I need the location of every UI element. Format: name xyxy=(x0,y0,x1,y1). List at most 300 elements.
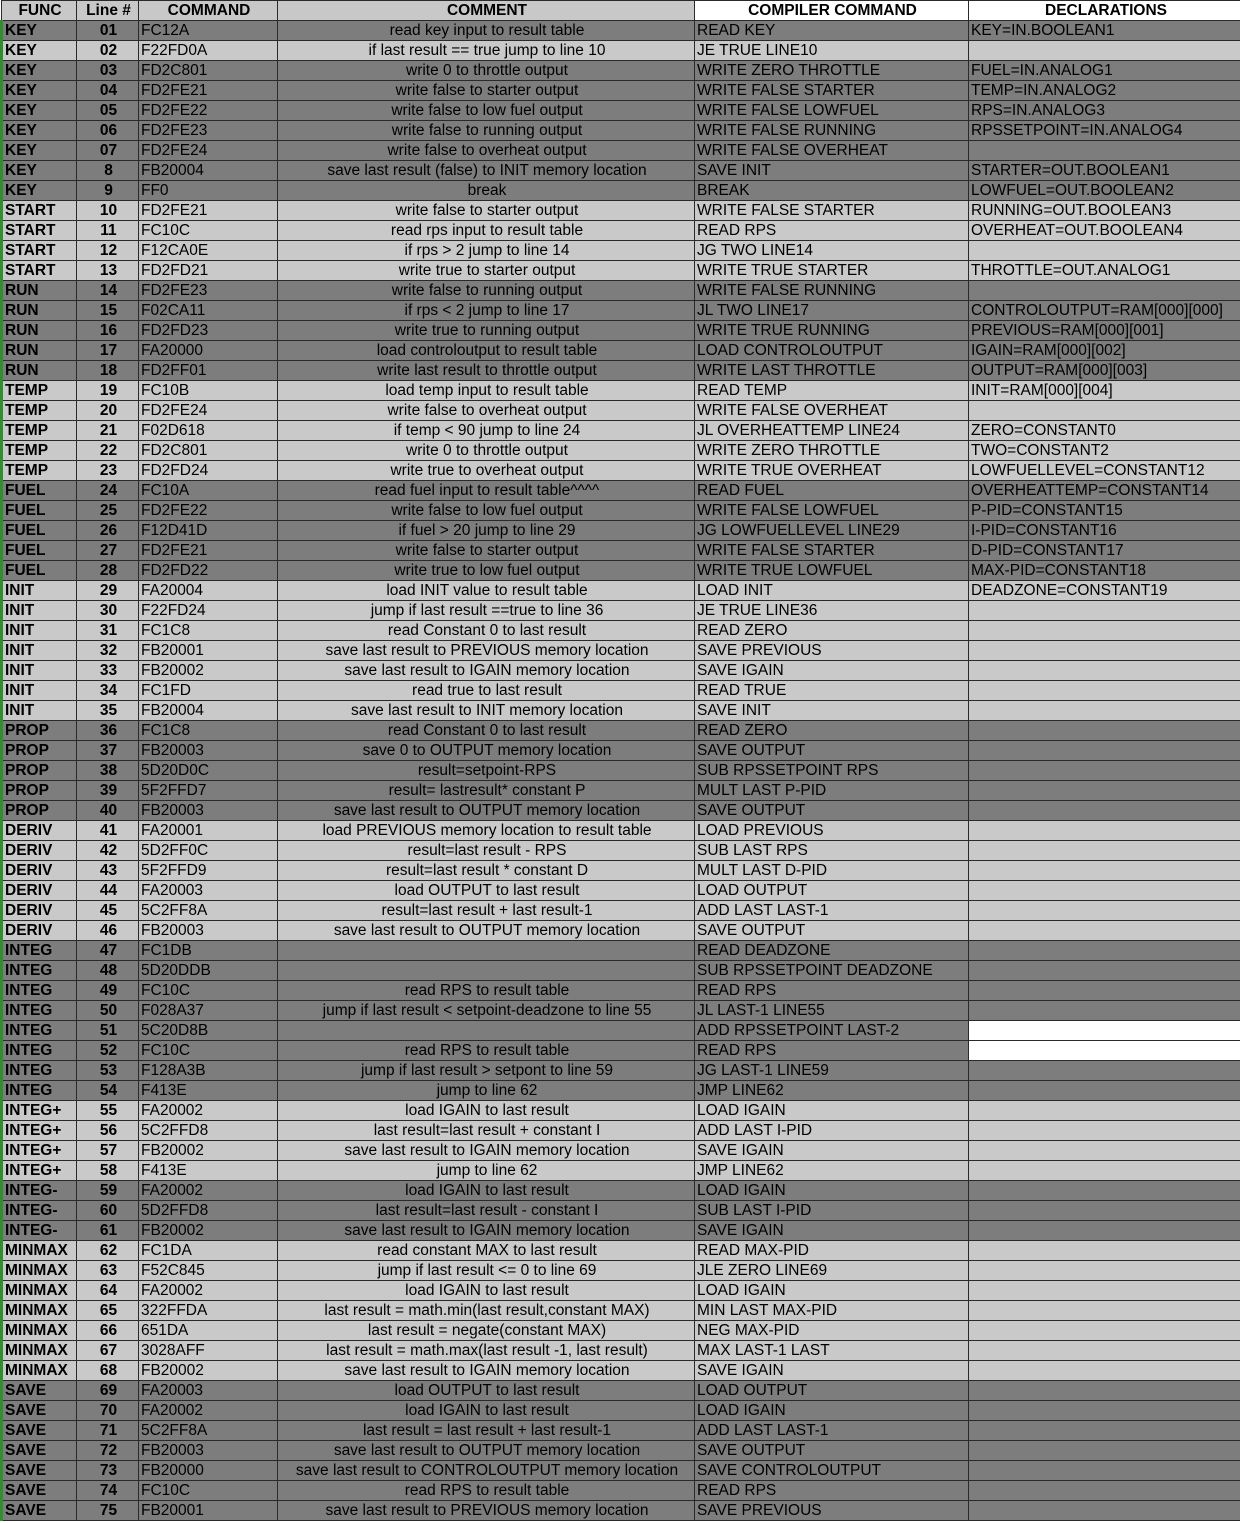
cell-declaration[interactable] xyxy=(969,781,1240,801)
cell-line-number[interactable]: 52 xyxy=(77,1041,139,1061)
cell-compiler-command[interactable]: LOAD CONTROLOUTPUT xyxy=(695,341,969,361)
cell-comment[interactable]: last result = last result + last result-1 xyxy=(278,1421,695,1441)
cell-line-number[interactable]: 33 xyxy=(77,661,139,681)
cell-func[interactable]: INTEG- xyxy=(2,1221,77,1241)
cell-func[interactable]: RUN xyxy=(2,341,77,361)
cell-line-number[interactable]: 34 xyxy=(77,681,139,701)
cell-compiler-command[interactable]: JL OVERHEATTEMP LINE24 xyxy=(695,421,969,441)
cell-func[interactable]: INTEG+ xyxy=(2,1161,77,1181)
cell-compiler-command[interactable]: READ FUEL xyxy=(695,481,969,501)
cell-compiler-command[interactable]: WRITE FALSE STARTER xyxy=(695,81,969,101)
cell-command[interactable]: FD2FE21 xyxy=(139,81,278,101)
cell-func[interactable]: MINMAX xyxy=(2,1321,77,1341)
cell-comment[interactable]: read RPS to result table xyxy=(278,1041,695,1061)
cell-compiler-command[interactable]: WRITE FALSE OVERHEAT xyxy=(695,141,969,161)
cell-func[interactable]: START xyxy=(2,261,77,281)
cell-line-number[interactable]: 44 xyxy=(77,881,139,901)
cell-command[interactable]: 5D20D0C xyxy=(139,761,278,781)
cell-func[interactable]: INIT xyxy=(2,681,77,701)
cell-line-number[interactable]: 41 xyxy=(77,821,139,841)
cell-compiler-command[interactable]: WRITE TRUE STARTER xyxy=(695,261,969,281)
cell-comment[interactable]: jump if last result < setpoint-deadzone to line 55 xyxy=(278,1001,695,1021)
cell-compiler-command[interactable]: READ RPS xyxy=(695,981,969,1001)
cell-func[interactable]: KEY xyxy=(2,181,77,201)
cell-command[interactable]: FD2FE24 xyxy=(139,141,278,161)
cell-comment[interactable]: load OUTPUT to last result xyxy=(278,881,695,901)
cell-line-number[interactable]: 13 xyxy=(77,261,139,281)
cell-comment[interactable]: last result = math.min(last result,constant MAX) xyxy=(278,1301,695,1321)
cell-compiler-command[interactable]: LOAD OUTPUT xyxy=(695,881,969,901)
cell-func[interactable]: SAVE xyxy=(2,1421,77,1441)
cell-line-number[interactable]: 58 xyxy=(77,1161,139,1181)
cell-comment[interactable] xyxy=(278,941,695,961)
cell-line-number[interactable]: 8 xyxy=(77,161,139,181)
cell-comment[interactable]: read key input to result table xyxy=(278,21,695,41)
cell-compiler-command[interactable]: LOAD IGAIN xyxy=(695,1181,969,1201)
cell-comment[interactable]: result=last result - RPS xyxy=(278,841,695,861)
cell-declaration[interactable] xyxy=(969,1341,1240,1361)
cell-declaration[interactable] xyxy=(969,1361,1240,1381)
cell-line-number[interactable]: 72 xyxy=(77,1441,139,1461)
cell-command[interactable]: FB20002 xyxy=(139,661,278,681)
cell-comment[interactable] xyxy=(278,1021,695,1041)
header-line-number[interactable]: Line # xyxy=(77,1,139,21)
cell-comment[interactable]: read constant MAX to last result xyxy=(278,1241,695,1261)
cell-func[interactable]: MINMAX xyxy=(2,1241,77,1261)
cell-declaration[interactable]: STARTER=OUT.BOOLEAN1 xyxy=(969,161,1240,181)
cell-compiler-command[interactable]: READ TEMP xyxy=(695,381,969,401)
cell-declaration[interactable] xyxy=(969,841,1240,861)
cell-line-number[interactable]: 20 xyxy=(77,401,139,421)
cell-declaration[interactable] xyxy=(969,141,1240,161)
cell-command[interactable]: FB20002 xyxy=(139,1361,278,1381)
cell-func[interactable]: MINMAX xyxy=(2,1261,77,1281)
cell-command[interactable]: FB20003 xyxy=(139,921,278,941)
cell-command[interactable]: F52C845 xyxy=(139,1261,278,1281)
cell-line-number[interactable]: 45 xyxy=(77,901,139,921)
cell-comment[interactable]: result=last result * constant D xyxy=(278,861,695,881)
cell-compiler-command[interactable]: JG LOWFUELLEVEL LINE29 xyxy=(695,521,969,541)
cell-command[interactable]: FD2FD24 xyxy=(139,461,278,481)
cell-line-number[interactable]: 12 xyxy=(77,241,139,261)
cell-declaration[interactable] xyxy=(969,1381,1240,1401)
cell-declaration[interactable] xyxy=(969,941,1240,961)
cell-func[interactable]: RUN xyxy=(2,301,77,321)
cell-comment[interactable]: save last result to INIT memory location xyxy=(278,701,695,721)
cell-declaration[interactable] xyxy=(969,1141,1240,1161)
cell-declaration[interactable] xyxy=(969,801,1240,821)
cell-line-number[interactable]: 03 xyxy=(77,61,139,81)
cell-comment[interactable]: load IGAIN to last result xyxy=(278,1101,695,1121)
cell-declaration[interactable]: RPS=IN.ANALOG3 xyxy=(969,101,1240,121)
cell-func[interactable]: DERIV xyxy=(2,901,77,921)
cell-declaration[interactable] xyxy=(969,881,1240,901)
cell-func[interactable]: START xyxy=(2,241,77,261)
cell-comment[interactable]: write true to overheat output xyxy=(278,461,695,481)
cell-func[interactable]: KEY xyxy=(2,121,77,141)
cell-func[interactable]: INTEG+ xyxy=(2,1101,77,1121)
cell-line-number[interactable]: 67 xyxy=(77,1341,139,1361)
cell-declaration[interactable] xyxy=(969,1181,1240,1201)
cell-comment[interactable]: write false to running output xyxy=(278,281,695,301)
cell-compiler-command[interactable]: READ ZERO xyxy=(695,721,969,741)
cell-comment[interactable]: write false to starter output xyxy=(278,201,695,221)
cell-declaration[interactable]: P-PID=CONSTANT15 xyxy=(969,501,1240,521)
cell-compiler-command[interactable]: SAVE OUTPUT xyxy=(695,1441,969,1461)
cell-command[interactable]: FB20002 xyxy=(139,1221,278,1241)
cell-command[interactable]: 5D20DDB xyxy=(139,961,278,981)
cell-compiler-command[interactable]: LOAD IGAIN xyxy=(695,1401,969,1421)
cell-command[interactable]: FA20000 xyxy=(139,341,278,361)
cell-compiler-command[interactable]: SAVE PREVIOUS xyxy=(695,641,969,661)
cell-comment[interactable]: write false to low fuel output xyxy=(278,501,695,521)
cell-func[interactable]: KEY xyxy=(2,141,77,161)
cell-command[interactable]: FA20002 xyxy=(139,1281,278,1301)
cell-func[interactable]: FUEL xyxy=(2,521,77,541)
cell-line-number[interactable]: 36 xyxy=(77,721,139,741)
cell-comment[interactable]: save last result to PREVIOUS memory location xyxy=(278,641,695,661)
cell-line-number[interactable]: 18 xyxy=(77,361,139,381)
cell-func[interactable]: INTEG- xyxy=(2,1201,77,1221)
cell-compiler-command[interactable]: ADD RPSSETPOINT LAST-2 xyxy=(695,1021,969,1041)
cell-declaration[interactable] xyxy=(969,661,1240,681)
cell-command[interactable]: FD2FE22 xyxy=(139,101,278,121)
cell-line-number[interactable]: 56 xyxy=(77,1121,139,1141)
cell-line-number[interactable]: 05 xyxy=(77,101,139,121)
cell-comment[interactable]: read true to last result xyxy=(278,681,695,701)
cell-declaration[interactable] xyxy=(969,601,1240,621)
cell-compiler-command[interactable]: LOAD INIT xyxy=(695,581,969,601)
cell-declaration[interactable]: RUNNING=OUT.BOOLEAN3 xyxy=(969,201,1240,221)
cell-command[interactable]: 5C20D8B xyxy=(139,1021,278,1041)
cell-comment[interactable]: write last result to throttle output xyxy=(278,361,695,381)
cell-func[interactable]: PROP xyxy=(2,721,77,741)
cell-line-number[interactable]: 27 xyxy=(77,541,139,561)
cell-compiler-command[interactable]: WRITE FALSE LOWFUEL xyxy=(695,101,969,121)
cell-comment[interactable]: save 0 to OUTPUT memory location xyxy=(278,741,695,761)
cell-command[interactable]: FC1C8 xyxy=(139,621,278,641)
cell-declaration[interactable] xyxy=(969,241,1240,261)
cell-command[interactable]: F413E xyxy=(139,1081,278,1101)
cell-command[interactable]: FC1DA xyxy=(139,1241,278,1261)
cell-func[interactable]: PROP xyxy=(2,801,77,821)
cell-comment[interactable]: read RPS to result table xyxy=(278,981,695,1001)
cell-command[interactable]: FD2FD21 xyxy=(139,261,278,281)
cell-comment[interactable]: write true to starter output xyxy=(278,261,695,281)
cell-comment[interactable]: if fuel > 20 jump to line 29 xyxy=(278,521,695,541)
cell-line-number[interactable]: 40 xyxy=(77,801,139,821)
cell-line-number[interactable]: 74 xyxy=(77,1481,139,1501)
cell-func[interactable]: INTEG xyxy=(2,981,77,1001)
cell-compiler-command[interactable]: SAVE OUTPUT xyxy=(695,801,969,821)
cell-comment[interactable]: save last result (false) to INIT memory location xyxy=(278,161,695,181)
cell-compiler-command[interactable]: BREAK xyxy=(695,181,969,201)
cell-command[interactable]: FA20003 xyxy=(139,881,278,901)
cell-command[interactable]: 5F2FFD7 xyxy=(139,781,278,801)
cell-compiler-command[interactable]: ADD LAST LAST-1 xyxy=(695,901,969,921)
cell-line-number[interactable]: 62 xyxy=(77,1241,139,1261)
cell-comment[interactable]: load IGAIN to last result xyxy=(278,1181,695,1201)
cell-func[interactable]: DERIV xyxy=(2,821,77,841)
cell-command[interactable]: FC10C xyxy=(139,1041,278,1061)
cell-comment[interactable]: write false to low fuel output xyxy=(278,101,695,121)
cell-declaration[interactable]: CONTROLOUTPUT=RAM[000][000] xyxy=(969,301,1240,321)
cell-declaration[interactable] xyxy=(969,281,1240,301)
cell-comment[interactable]: jump if last result > setpont to line 59 xyxy=(278,1061,695,1081)
cell-command[interactable]: 322FFDA xyxy=(139,1301,278,1321)
cell-declaration[interactable]: THROTTLE=OUT.ANALOG1 xyxy=(969,261,1240,281)
cell-line-number[interactable]: 15 xyxy=(77,301,139,321)
cell-line-number[interactable]: 14 xyxy=(77,281,139,301)
cell-declaration[interactable] xyxy=(969,401,1240,421)
cell-func[interactable]: TEMP xyxy=(2,461,77,481)
cell-command[interactable]: F028A37 xyxy=(139,1001,278,1021)
cell-comment[interactable]: save last result to OUTPUT memory location xyxy=(278,1441,695,1461)
cell-compiler-command[interactable]: SAVE IGAIN xyxy=(695,1141,969,1161)
cell-declaration[interactable] xyxy=(969,1481,1240,1501)
cell-command[interactable]: FA20004 xyxy=(139,581,278,601)
cell-declaration[interactable] xyxy=(969,1081,1240,1101)
cell-line-number[interactable]: 47 xyxy=(77,941,139,961)
cell-command[interactable]: F22FD0A xyxy=(139,41,278,61)
cell-comment[interactable]: load IGAIN to last result xyxy=(278,1401,695,1421)
cell-line-number[interactable]: 57 xyxy=(77,1141,139,1161)
cell-line-number[interactable]: 49 xyxy=(77,981,139,1001)
cell-func[interactable]: PROP xyxy=(2,761,77,781)
cell-compiler-command[interactable]: SAVE INIT xyxy=(695,161,969,181)
cell-command[interactable]: 3028AFF xyxy=(139,1341,278,1361)
cell-command[interactable]: 5F2FFD9 xyxy=(139,861,278,881)
cell-declaration[interactable]: ZERO=CONSTANT0 xyxy=(969,421,1240,441)
cell-compiler-command[interactable]: READ RPS xyxy=(695,1481,969,1501)
cell-declaration[interactable] xyxy=(969,821,1240,841)
cell-func[interactable]: RUN xyxy=(2,281,77,301)
cell-func[interactable]: MINMAX xyxy=(2,1341,77,1361)
cell-comment[interactable] xyxy=(278,961,695,981)
cell-line-number[interactable]: 01 xyxy=(77,21,139,41)
cell-comment[interactable]: load controloutput to result table xyxy=(278,341,695,361)
cell-line-number[interactable]: 21 xyxy=(77,421,139,441)
cell-func[interactable]: KEY xyxy=(2,101,77,121)
cell-func[interactable]: INTEG- xyxy=(2,1181,77,1201)
cell-compiler-command[interactable]: MULT LAST P-PID xyxy=(695,781,969,801)
cell-compiler-command[interactable]: READ ZERO xyxy=(695,621,969,641)
cell-compiler-command[interactable]: LOAD PREVIOUS xyxy=(695,821,969,841)
cell-func[interactable]: RUN xyxy=(2,361,77,381)
cell-compiler-command[interactable]: READ DEADZONE xyxy=(695,941,969,961)
cell-declaration[interactable]: TWO=CONSTANT2 xyxy=(969,441,1240,461)
cell-declaration[interactable]: LOWFUEL=OUT.BOOLEAN2 xyxy=(969,181,1240,201)
cell-compiler-command[interactable]: JG TWO LINE14 xyxy=(695,241,969,261)
cell-func[interactable]: FUEL xyxy=(2,561,77,581)
cell-func[interactable]: DERIV xyxy=(2,861,77,881)
cell-func[interactable]: DERIV xyxy=(2,881,77,901)
cell-line-number[interactable]: 25 xyxy=(77,501,139,521)
cell-command[interactable]: FC1DB xyxy=(139,941,278,961)
cell-comment[interactable]: last result=last result + constant I xyxy=(278,1121,695,1141)
cell-declaration[interactable] xyxy=(969,761,1240,781)
cell-line-number[interactable]: 42 xyxy=(77,841,139,861)
cell-compiler-command[interactable]: SUB RPSSETPOINT DEADZONE xyxy=(695,961,969,981)
cell-line-number[interactable]: 38 xyxy=(77,761,139,781)
cell-comment[interactable]: write true to low fuel output xyxy=(278,561,695,581)
cell-compiler-command[interactable]: WRITE TRUE RUNNING xyxy=(695,321,969,341)
cell-line-number[interactable]: 11 xyxy=(77,221,139,241)
cell-func[interactable]: FUEL xyxy=(2,481,77,501)
cell-line-number[interactable]: 75 xyxy=(77,1501,139,1521)
cell-declaration[interactable]: IGAIN=RAM[000][002] xyxy=(969,341,1240,361)
cell-func[interactable]: MINMAX xyxy=(2,1361,77,1381)
cell-command[interactable]: FB20002 xyxy=(139,1141,278,1161)
cell-func[interactable]: INIT xyxy=(2,601,77,621)
cell-declaration[interactable] xyxy=(969,741,1240,761)
cell-func[interactable]: SAVE xyxy=(2,1381,77,1401)
cell-func[interactable]: KEY xyxy=(2,81,77,101)
cell-compiler-command[interactable]: MAX LAST-1 LAST xyxy=(695,1341,969,1361)
cell-comment[interactable]: jump to line 62 xyxy=(278,1161,695,1181)
cell-func[interactable]: INIT xyxy=(2,661,77,681)
cell-compiler-command[interactable]: JL TWO LINE17 xyxy=(695,301,969,321)
cell-comment[interactable]: result=setpoint-RPS xyxy=(278,761,695,781)
cell-declaration[interactable]: LOWFUELLEVEL=CONSTANT12 xyxy=(969,461,1240,481)
cell-compiler-command[interactable]: JG LAST-1 LINE59 xyxy=(695,1061,969,1081)
cell-command[interactable]: 5D2FF0C xyxy=(139,841,278,861)
cell-compiler-command[interactable]: SUB LAST RPS xyxy=(695,841,969,861)
cell-command[interactable]: FB20001 xyxy=(139,1501,278,1521)
cell-declaration[interactable] xyxy=(969,921,1240,941)
cell-compiler-command[interactable]: JLE ZERO LINE69 xyxy=(695,1261,969,1281)
cell-line-number[interactable]: 51 xyxy=(77,1021,139,1041)
cell-line-number[interactable]: 61 xyxy=(77,1221,139,1241)
cell-declaration[interactable] xyxy=(969,1041,1240,1061)
cell-command[interactable]: FA20001 xyxy=(139,821,278,841)
cell-compiler-command[interactable]: JMP LINE62 xyxy=(695,1161,969,1181)
cell-func[interactable]: INIT xyxy=(2,701,77,721)
cell-comment[interactable]: read RPS to result table xyxy=(278,1481,695,1501)
cell-compiler-command[interactable]: WRITE TRUE OVERHEAT xyxy=(695,461,969,481)
cell-func[interactable]: RUN xyxy=(2,321,77,341)
cell-line-number[interactable]: 59 xyxy=(77,1181,139,1201)
cell-func[interactable]: DERIV xyxy=(2,841,77,861)
cell-line-number[interactable]: 26 xyxy=(77,521,139,541)
cell-line-number[interactable]: 23 xyxy=(77,461,139,481)
cell-comment[interactable]: read Constant 0 to last result xyxy=(278,621,695,641)
cell-command[interactable]: FD2FF01 xyxy=(139,361,278,381)
cell-compiler-command[interactable]: WRITE FALSE OVERHEAT xyxy=(695,401,969,421)
cell-declaration[interactable] xyxy=(969,901,1240,921)
cell-line-number[interactable]: 48 xyxy=(77,961,139,981)
cell-line-number[interactable]: 71 xyxy=(77,1421,139,1441)
cell-command[interactable]: FB20003 xyxy=(139,801,278,821)
cell-comment[interactable]: read fuel input to result table^^^^ xyxy=(278,481,695,501)
cell-func[interactable]: SAVE xyxy=(2,1481,77,1501)
cell-command[interactable]: FB20004 xyxy=(139,161,278,181)
cell-line-number[interactable]: 46 xyxy=(77,921,139,941)
cell-command[interactable]: 5C2FF8A xyxy=(139,901,278,921)
cell-compiler-command[interactable]: MIN LAST MAX-PID xyxy=(695,1301,969,1321)
cell-compiler-command[interactable]: LOAD OUTPUT xyxy=(695,1381,969,1401)
cell-func[interactable]: KEY xyxy=(2,21,77,41)
cell-func[interactable]: KEY xyxy=(2,61,77,81)
cell-compiler-command[interactable]: WRITE ZERO THROTTLE xyxy=(695,61,969,81)
cell-comment[interactable]: save last result to IGAIN memory location xyxy=(278,1361,695,1381)
cell-line-number[interactable]: 35 xyxy=(77,701,139,721)
cell-compiler-command[interactable]: ADD LAST I-PID xyxy=(695,1121,969,1141)
header-func[interactable]: FUNC xyxy=(2,1,77,21)
cell-compiler-command[interactable]: JL LAST-1 LINE55 xyxy=(695,1001,969,1021)
cell-compiler-command[interactable]: JE TRUE LINE36 xyxy=(695,601,969,621)
cell-comment[interactable]: write false to starter output xyxy=(278,541,695,561)
cell-comment[interactable]: load IGAIN to last result xyxy=(278,1281,695,1301)
cell-declaration[interactable] xyxy=(969,681,1240,701)
cell-declaration[interactable] xyxy=(969,1301,1240,1321)
cell-command[interactable]: F02CA11 xyxy=(139,301,278,321)
cell-compiler-command[interactable]: SUB LAST I-PID xyxy=(695,1201,969,1221)
cell-line-number[interactable]: 63 xyxy=(77,1261,139,1281)
cell-command[interactable]: 5C2FF8A xyxy=(139,1421,278,1441)
cell-command[interactable]: FF0 xyxy=(139,181,278,201)
cell-command[interactable]: FD2FD23 xyxy=(139,321,278,341)
cell-comment[interactable]: last result = math.max(last result -1, last result) xyxy=(278,1341,695,1361)
cell-compiler-command[interactable]: MULT LAST D-PID xyxy=(695,861,969,881)
cell-comment[interactable]: save last result to IGAIN memory location xyxy=(278,1221,695,1241)
cell-func[interactable]: INIT xyxy=(2,581,77,601)
cell-compiler-command[interactable]: SUB RPSSETPOINT RPS xyxy=(695,761,969,781)
cell-comment[interactable]: save last result to IGAIN memory location xyxy=(278,661,695,681)
cell-func[interactable]: MINMAX xyxy=(2,1281,77,1301)
cell-comment[interactable]: read Constant 0 to last result xyxy=(278,721,695,741)
cell-func[interactable]: SAVE xyxy=(2,1441,77,1461)
cell-comment[interactable]: write false to overheat output xyxy=(278,401,695,421)
cell-command[interactable]: FC10A xyxy=(139,481,278,501)
cell-command[interactable]: F128A3B xyxy=(139,1061,278,1081)
cell-func[interactable]: PROP xyxy=(2,741,77,761)
cell-command[interactable]: FA20002 xyxy=(139,1401,278,1421)
cell-declaration[interactable]: RPSSETPOINT=IN.ANALOG4 xyxy=(969,121,1240,141)
cell-line-number[interactable]: 24 xyxy=(77,481,139,501)
cell-command[interactable]: FC10C xyxy=(139,221,278,241)
cell-func[interactable]: INTEG xyxy=(2,1041,77,1061)
cell-line-number[interactable]: 02 xyxy=(77,41,139,61)
cell-declaration[interactable]: DEADZONE=CONSTANT19 xyxy=(969,581,1240,601)
cell-declaration[interactable] xyxy=(969,1161,1240,1181)
cell-declaration[interactable] xyxy=(969,621,1240,641)
cell-func[interactable]: KEY xyxy=(2,41,77,61)
cell-comment[interactable]: if temp < 90 jump to line 24 xyxy=(278,421,695,441)
cell-line-number[interactable]: 30 xyxy=(77,601,139,621)
cell-declaration[interactable] xyxy=(969,1241,1240,1261)
cell-command[interactable]: FA20002 xyxy=(139,1101,278,1121)
cell-func[interactable]: TEMP xyxy=(2,441,77,461)
cell-func[interactable]: SAVE xyxy=(2,1461,77,1481)
cell-declaration[interactable]: FUEL=IN.ANALOG1 xyxy=(969,61,1240,81)
cell-compiler-command[interactable]: READ RPS xyxy=(695,221,969,241)
cell-line-number[interactable]: 32 xyxy=(77,641,139,661)
cell-command[interactable]: FD2C801 xyxy=(139,61,278,81)
cell-line-number[interactable]: 22 xyxy=(77,441,139,461)
cell-line-number[interactable]: 54 xyxy=(77,1081,139,1101)
cell-func[interactable]: PROP xyxy=(2,781,77,801)
cell-declaration[interactable]: TEMP=IN.ANALOG2 xyxy=(969,81,1240,101)
cell-declaration[interactable] xyxy=(969,1461,1240,1481)
cell-compiler-command[interactable]: WRITE FALSE STARTER xyxy=(695,201,969,221)
header-comment[interactable]: COMMENT xyxy=(278,1,695,21)
cell-func[interactable]: TEMP xyxy=(2,401,77,421)
cell-comment[interactable]: last result=last result - constant I xyxy=(278,1201,695,1221)
cell-command[interactable]: FD2FE23 xyxy=(139,281,278,301)
cell-func[interactable]: FUEL xyxy=(2,541,77,561)
cell-declaration[interactable] xyxy=(969,981,1240,1001)
